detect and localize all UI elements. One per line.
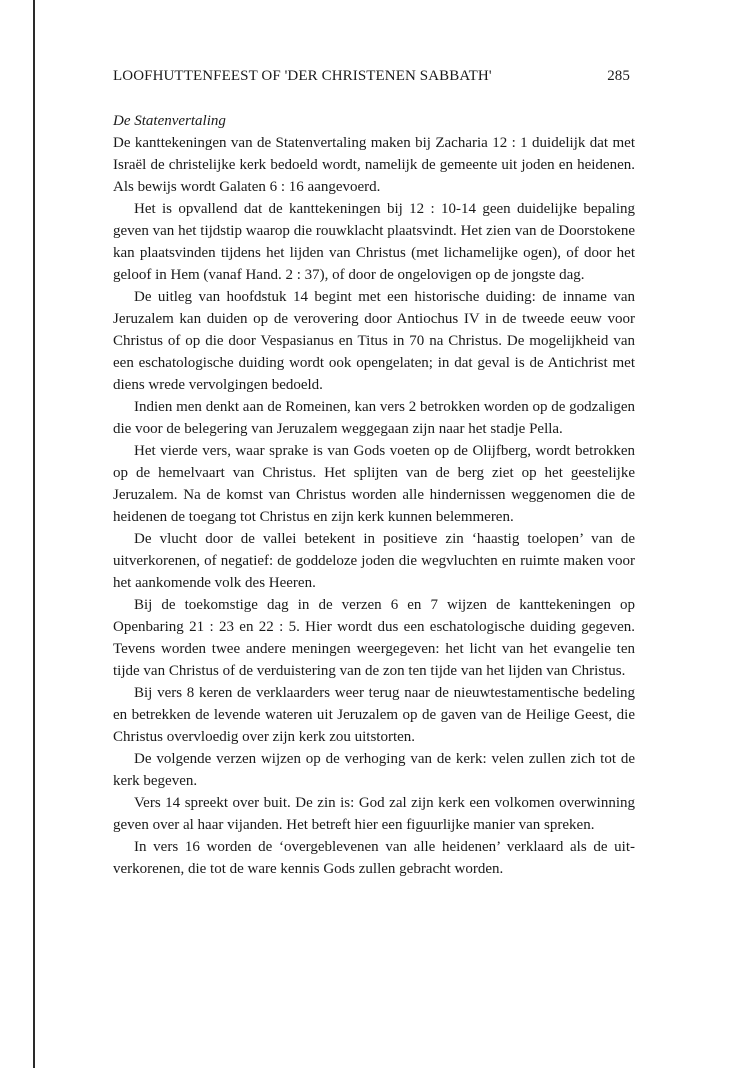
running-title: LOOFHUTTENFEEST OF 'DER CHRISTENEN SABBATH'	[113, 68, 492, 84]
page-number: 285	[607, 68, 630, 84]
paragraph: De volgende verzen wijzen op de verhoging van de kerk: velen zullen zich tot de kerk begeven.	[113, 751, 635, 789]
section-title: De Statenvertaling	[113, 113, 226, 129]
paragraph: Vers 14 spreekt over buit. De zin is: God zal zijn kerk een volkomen overwinning geven over al haar vijanden. Het betreft hier een figuurlijke manier van spreken.	[113, 795, 635, 833]
paragraph: Bij de toekomstige dag in de verzen 6 en 7 wijzen de kanttekeningen op Openbaring 21 : 23 en 22 : 5. Hier wordt dus een eschatologische duiding gegeven. Tevens worden twee andere meningen weergegeven: het licht van het evangelie ten tijde van Christus of de verduistering van de zon ten tijde van het lijden van Christus.	[113, 597, 635, 679]
page-binding-edge	[33, 0, 35, 1068]
paragraph: Het vierde vers, waar sprake is van Gods voeten op de Olijfberg, wordt betrokken op de hemelvaart van Christus. Het splijten van de berg ziet op het geestelijke Jeruzalem. Na de komst van Christus worden alle hindernissen weggenomen die de heidenen de toegang tot Christus en zijn kerk kunnen belemmeren.	[113, 443, 635, 525]
running-header	[113, 68, 630, 85]
paragraph: Bij vers 8 keren de verklaarders weer terug naar de nieuwtestamentische bedeling en betrekken de levende wateren uit Jeruzalem op de gaven van de Heilige Geest, die Christus overvloedig over zijn kerk zou uitstorten.	[113, 685, 635, 745]
paragraph: De vlucht door de vallei betekent in positieve zin ‘haastig toelopen’ van de uitverkorenen, of negatief: de goddeloze joden die wegvluchten en ruimte maken voor het aankomende volk des Heeren.	[113, 531, 635, 591]
paragraph: Indien men denkt aan de Romeinen, kan vers 2 betrokken worden op de godzaligen die voor de belegering van Jeruzalem weggegaan zijn naar het stadje Pella.	[113, 399, 635, 437]
paragraph: De uitleg van hoofdstuk 14 begint met een historische duiding: de inname van Jeruzalem kan duiden op de verovering door Antiochus IV in de tweede eeuw voor Christus of op die door Vespasianus en Titus in 70 na Christus. De mogelijkheid van een eschatologische duiding wordt ook opengelaten; in dat geval is de Antichrist met diens wrede vervolgingen bedoeld.	[113, 289, 635, 393]
paragraph: De kanttekeningen van de Statenvertaling maken bij Zacharia 12 : 1 duidelijk dat met Israël de christelijke kerk bedoeld wordt, namelijk de gemeente uit joden en heidenen. Als bewijs wordt Galaten 6 : 16 aangevoerd.	[113, 135, 635, 195]
paragraph: In vers 16 worden de ‘overgeblevenen van alle heidenen’ verklaard als de uitverkorenen, die tot de ware kennis Gods zullen gebracht worden.	[113, 839, 635, 877]
page-body	[113, 110, 635, 880]
paragraph: Het is opvallend dat de kanttekeningen bij 12 : 10-14 geen duidelijke bepaling geven van het tijdstip waarop die rouwklacht plaatsvindt. Het zien van de Doorstokene kan plaatsvinden tijdens het lijden van Christus (met lichamelijke ogen), of door het geloof in Hem (vanaf Hand. 2 : 37), of door de ongelovigen op de jongste dag.	[113, 201, 635, 283]
